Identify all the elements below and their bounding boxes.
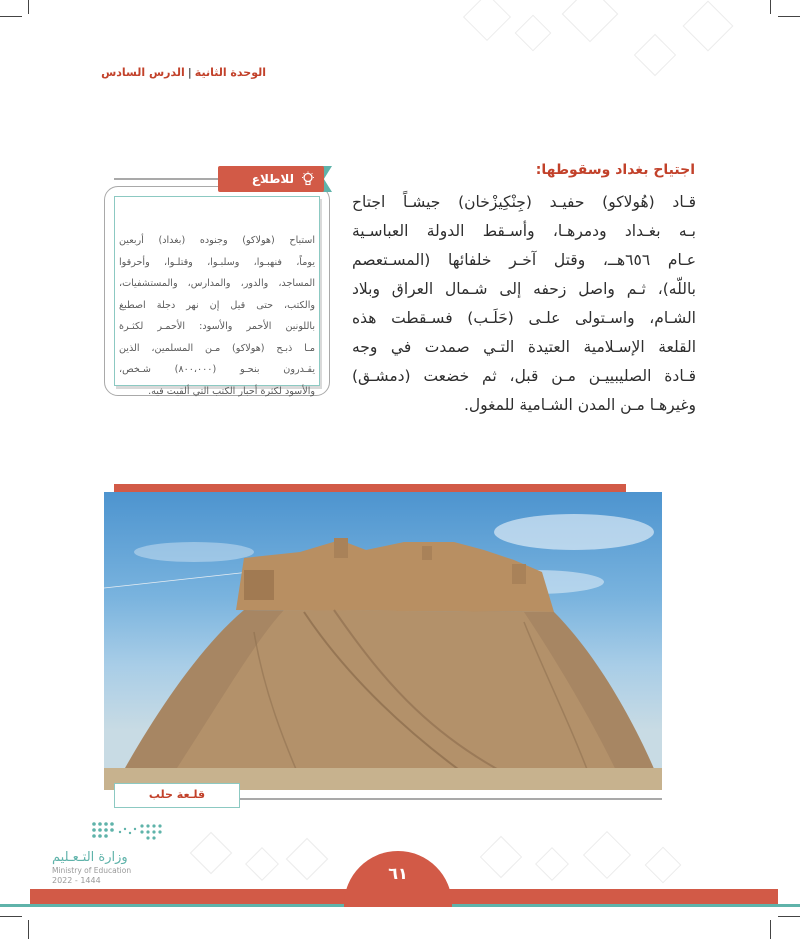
crop-mark [778,16,800,17]
main-paragraph [352,188,696,420]
paragraph-line: قـاد (هُولاكو) حفيـد (جِنْكِيزْخان) جيشـاً اجتاح [352,193,696,211]
running-header [96,66,266,79]
lesson-title: الدرس السادس [101,66,185,79]
photo-caption: قلـعة حلب [114,783,240,808]
watermark-diamond [583,831,631,879]
watermark-diamond [645,847,682,884]
watermark-diamond [245,847,279,881]
watermark-diamond [480,836,522,878]
crop-mark [770,0,771,14]
page-number: ٦١ [388,864,408,883]
watermark-diamond [683,1,734,52]
sidebar-line: استباح (هولاكو) وجنوده (بغداد) أربعين [119,235,315,246]
crop-mark [770,920,771,939]
crop-mark [0,916,22,917]
paragraph-line: الشـام، واسـتولى علـى (حَلَـب) فسـقطت هذه [352,309,696,327]
sidebar-line: يقـدرون بنحـو (٨٠٠،٠٠٠) شـخص، [119,364,315,375]
lightbulb-icon [300,171,316,187]
citadel-of-aleppo-photo [104,492,662,790]
crop-mark [28,920,29,939]
sidebar-tag [218,166,324,192]
crop-mark [0,16,22,17]
crop-mark [778,916,800,917]
unit-title: الوحدة الثانية [194,66,266,79]
paragraph-line: وغيرهـا مـن المدن الشـامية للمغول. [463,396,696,414]
sidebar-line: والكتب، حتى قيل إن نهر دجلة اصطبغ [119,299,315,311]
ministry-name: وزارة التـعـليم [52,850,128,865]
watermark-diamond [286,838,328,880]
sidebar-line: باللونين الأحمر والأسود: الأحمـر لكثـرة [119,321,315,332]
sidebar-line: يوماً، فنهبـوا، وسلبـوا، وقتلـوا، وأحرقوا [119,256,315,268]
sidebar-line: مـا ذبـح (هولاكو) مـن المسلمين، الذين [119,342,315,354]
paragraph-line: قـادة الصليبييـن مـن قبل، ثم خضعت (دمشـق) [352,367,696,385]
watermark-diamond [515,15,552,52]
ministry-name-en: Ministry of Education [52,866,132,875]
paragraph-line: باللّه)، ثـم واصل زحفه إلى شـمال العراق وبلاد [352,280,696,298]
sidebar-tag-label: للاطلاع [251,172,294,186]
header-separator: | [187,66,192,79]
sidebar-line: المساجد، والدور، والمدارس، والمستشفيات، [119,278,315,289]
edition-year: 2022 - 1444 [52,876,101,885]
watermark-diamond [634,34,676,76]
watermark-diamond [463,0,511,41]
sidebar-rule [114,178,218,180]
paragraph-line: بـه بغـداد ودمرهـا، وأسـقط الدولة العباسـية [352,222,696,240]
section-title: اجتياح بغداد وسقوطها: [535,162,695,178]
watermark-diamond [535,847,569,881]
sidebar-line: والأسود لكثرة أحبار الكتب التي ألقيت فيه. [148,385,315,397]
paragraph-line: القلعة الإسـلامية العتيدة التـي صمدت في وجه [352,338,696,356]
paragraph-line: عـام ٦٥٦هــ، وقتل آخـر خلفائها (المسـتعصم [352,251,696,269]
photo-top-bar [114,484,626,492]
watermark-diamond [190,832,232,874]
watermark-diamond [562,0,619,42]
sidebar-text [119,230,315,402]
ministry-logo [90,820,168,842]
crop-mark [28,0,29,14]
